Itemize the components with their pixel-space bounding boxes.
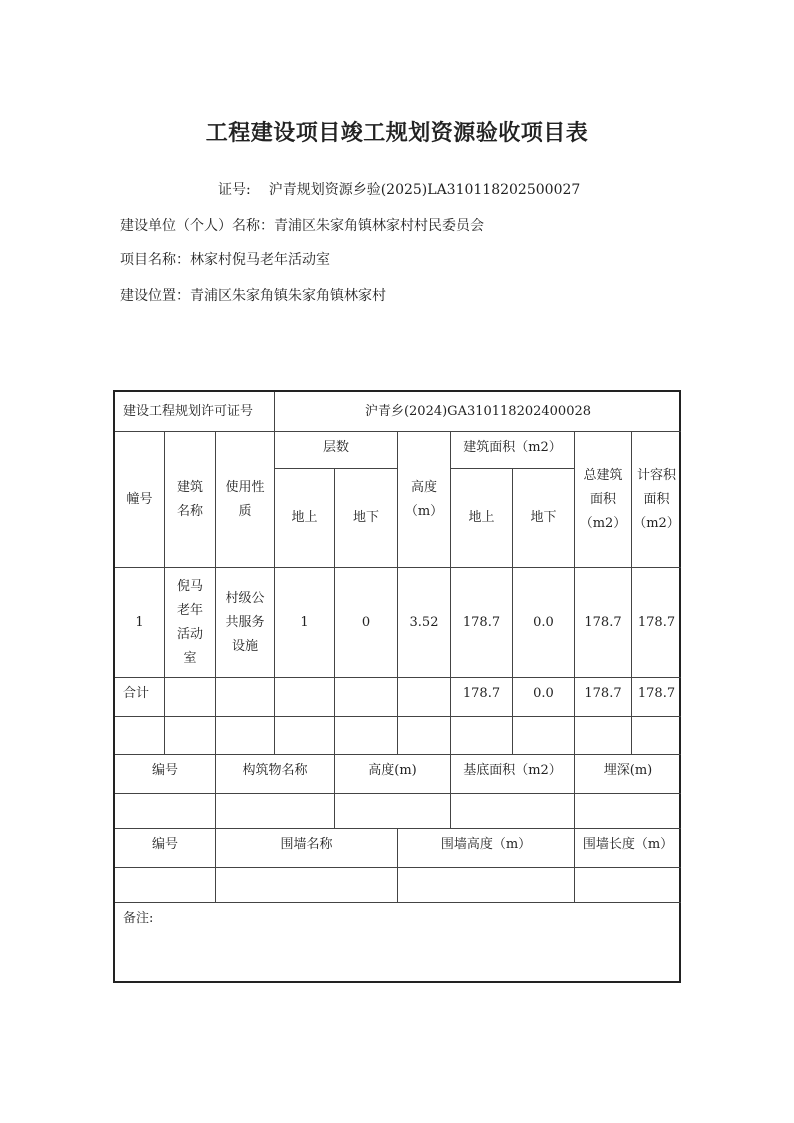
total-empty (275, 678, 335, 717)
row-height: 3.52 (398, 568, 451, 678)
empty-cell (216, 717, 275, 755)
construction-unit: 建设单位（个人）名称：青浦区朱家角镇林家村村民委员会 (120, 218, 484, 234)
acceptance-table (113, 390, 681, 983)
project-name: 项目名称：林家村倪马老年活动室 (120, 252, 330, 268)
permit-label: 建设工程规划许可证号 (115, 392, 275, 432)
header-total-area: 总建筑面积（m2） (575, 432, 632, 568)
header-floors-above: 地上 (275, 469, 335, 568)
wall-cell (398, 868, 575, 903)
structure-header-base-area: 基底面积（m2） (451, 755, 575, 794)
empty-cell (632, 717, 681, 755)
wall-header-length: 围墙长度（m） (575, 829, 681, 868)
row-floors-below: 0 (335, 568, 398, 678)
row-name: 倪马老年活动室 (165, 568, 216, 678)
certificate-line (218, 179, 580, 199)
empty-cell (335, 717, 398, 755)
empty-cell (165, 717, 216, 755)
row-floors-above: 1 (275, 568, 335, 678)
wall-header-height: 围墙高度（m） (398, 829, 575, 868)
page-title: 工程建设项目竣工规划资源验收项目表 (205, 120, 589, 146)
remarks-label: 备注: (123, 911, 154, 926)
header-far-area: 计容积面积（m2） (632, 432, 681, 568)
structure-cell (451, 794, 575, 829)
total-total-area: 178.7 (575, 678, 632, 717)
header-floors: 层数 (275, 432, 398, 469)
structure-header-no: 编号 (115, 755, 216, 794)
total-label: 合计 (115, 678, 165, 717)
row-area-below: 0.0 (513, 568, 575, 678)
certificate-label: 证号: (218, 182, 251, 198)
structure-cell (115, 794, 216, 829)
header-area: 建筑面积（m2） (451, 432, 575, 469)
wall-cell (216, 868, 398, 903)
total-empty (165, 678, 216, 717)
row-area-above: 178.7 (451, 568, 513, 678)
header-area-below: 地下 (513, 469, 575, 568)
row-far-area: 178.7 (632, 568, 681, 678)
row-usage: 村级公共服务设施 (216, 568, 275, 678)
construction-location: 建设位置：青浦区朱家角镇朱家角镇林家村 (120, 288, 386, 304)
header-floors-below: 地下 (335, 469, 398, 568)
empty-cell (275, 717, 335, 755)
structure-header-height: 高度(m) (335, 755, 451, 794)
header-building-name: 建筑名称 (165, 432, 216, 568)
total-empty (335, 678, 398, 717)
structure-header-depth: 埋深(m) (575, 755, 681, 794)
wall-header-name: 围墙名称 (216, 829, 398, 868)
empty-cell (115, 717, 165, 755)
remarks (115, 903, 681, 983)
empty-cell (451, 717, 513, 755)
header-building-no: 幢号 (115, 432, 165, 568)
structure-cell (575, 794, 681, 829)
structure-cell (216, 794, 335, 829)
wall-header-no: 编号 (115, 829, 216, 868)
row-total-area: 178.7 (575, 568, 632, 678)
header-height: 高度（m） (398, 432, 451, 568)
total-area-above: 178.7 (451, 678, 513, 717)
wall-cell (575, 868, 681, 903)
total-area-below: 0.0 (513, 678, 575, 717)
permit-value: 沪青乡(2024)GA310118202400028 (275, 392, 681, 432)
total-far-area: 178.7 (632, 678, 681, 717)
wall-cell (115, 868, 216, 903)
empty-cell (575, 717, 632, 755)
empty-cell (398, 717, 451, 755)
header-usage: 使用性质 (216, 432, 275, 568)
structure-cell (335, 794, 451, 829)
header-area-above: 地上 (451, 469, 513, 568)
total-empty (398, 678, 451, 717)
certificate-value: 沪青规划资源乡验(2025)LA310118202500027 (268, 182, 581, 198)
row-no: 1 (115, 568, 165, 678)
empty-cell (513, 717, 575, 755)
structure-header-name: 构筑物名称 (216, 755, 335, 794)
total-empty (216, 678, 275, 717)
